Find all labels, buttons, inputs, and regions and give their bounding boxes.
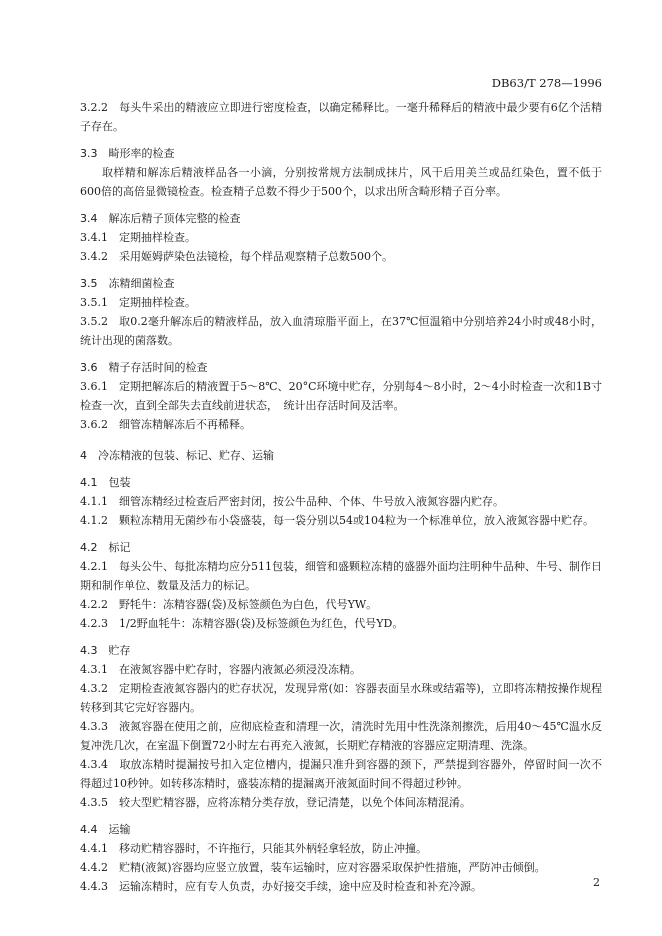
chapter-heading: 4 冷冻精液的包装、标记、贮存、运输 <box>80 449 274 462</box>
paragraph: 3.2.2 每头牛采出的精液应立即进行密度检查，以确定稀释比。一毫升稀释后的精液中最少要有6亿个活精子存在。 <box>80 101 602 133</box>
paragraph: 4.3.5 较大型贮精容器，应将冻精分类存放，登记清楚，以免个体间冻精混淆。 <box>80 796 471 809</box>
paragraph: 4.1.1 细管冻精经过检查后严密封闭，按公牛品种、个体、牛号放入液氮容器内贮存。 <box>80 495 504 508</box>
paragraph: 4.4.2 贮精(液氮)容器均应竖立放置，装车运输时，应对容器采取保护性措施，严防冲击倾倒。 <box>80 861 546 874</box>
paragraph: 4.3.3 液氮容器在使用之前，应彻底检查和清理一次，清洗时先用中性洗涤剂擦洗，后用40～45℃温水反复冲洗几次，在室温下倒置72小时左右再充入液氮，长期贮存精液的容器应定期清理、洗涤。 <box>80 720 602 752</box>
paragraph: 3.4.1 定期抽样检查。 <box>80 231 196 244</box>
paragraph: 4.3.1 在液氮容器中贮存时，容器内液氮必须浸没冻精。 <box>80 663 361 676</box>
paragraph: 4.3.2 定期检查液氮容器内的贮存状况，发现异常(如：容器表面呈水珠或结霜等)，立即将冻精按操作规程转移到其它完好容器内。 <box>80 682 602 714</box>
document-code: DB63/T 278—1996 <box>491 76 602 90</box>
section-heading: 3.5 冻精细菌检查 <box>80 277 175 290</box>
paragraph: 4.3.4 取放冻精时提漏按号扣入定位槽内，提漏只准升到容器的颈下，严禁提到容器外，停留时间一次不得超过10秒钟。如转移冻精时，盛装冻精的提漏离开液氮面时间不得超过秒钟。 <box>80 758 602 790</box>
section-heading: 3.4 解冻后精子顶体完整的检查 <box>80 212 241 225</box>
paragraph: 4.2.1 每头公牛、每批冻精均应分511包装，细管和盛颗粒冻精的盛器外面均注明种牛品种、牛号、制作日期和制作单位、数量及活力的标记。 <box>80 560 602 592</box>
paragraph: 3.5.2 取0.2毫升解冻后的精液样品，放入血清琼脂平面上，在37℃恒温箱中分别培养24小时或48小时，统计出现的菌落数。 <box>80 315 602 347</box>
paragraph: 4.2.2 野牦牛：冻精容器(袋)及标签颜色为白色，代号YW。 <box>80 598 378 611</box>
page-number: 2 <box>593 876 600 889</box>
paragraph: 4.4.3 运输冻精时，应有专人负责，办好接交手续，途中应及时检查和补充冷源。 <box>80 880 482 893</box>
paragraph: 3.5.1 定期抽样检查。 <box>80 296 196 309</box>
document-body <box>80 98 602 896</box>
paragraph: 3.6.1 定期把解冻后的精液置于5～8℃、20°C环境中贮存，分别每4～8小时，2～4小时检查一次和1B寸检查一次，直到全部失去直线前进状态， 统计出存活时间及活率。 <box>80 380 602 412</box>
section-heading: 4.1 包装 <box>80 476 131 489</box>
section-heading: 4.3 贮存 <box>80 644 131 657</box>
section-heading: 4.2 标记 <box>80 541 131 554</box>
paragraph: 4.1.2 颗粒冻精用无菌纱布小袋盛装，每一袋分别以54或104粒为一个标准单位，放入液氮容器中贮存。 <box>80 514 594 527</box>
section-heading: 3.6 精子存活时间的检查 <box>80 361 208 374</box>
paragraph: 3.4.2 采用姬姆萨染色法镜检，每个样品观察精子总数500个。 <box>80 250 393 263</box>
paragraph: 4.4.1 移动贮精容器时，不许拖行，只能其外柄轻拿轻放，防止冲撞。 <box>80 842 427 855</box>
paragraph: 取样精和解冻后精液样品各一小滴，分别按常规方法制成抹片，风干后用美兰或品红染色，置不低于600倍的高倍显微镜检查。检查精子总数不得少于500个，以求出所含畸形精子百分率。 <box>80 166 602 198</box>
paragraph: 4.2.3 1/2野血牦牛：冻精容器(袋)及标签颜色为红色，代号YD。 <box>80 617 404 630</box>
section-heading: 4.4 运输 <box>80 823 131 836</box>
paragraph: 3.6.2 细管冻精解冻后不再稀释。 <box>80 418 251 431</box>
section-heading: 3.3 畸形率的检查 <box>80 147 175 160</box>
